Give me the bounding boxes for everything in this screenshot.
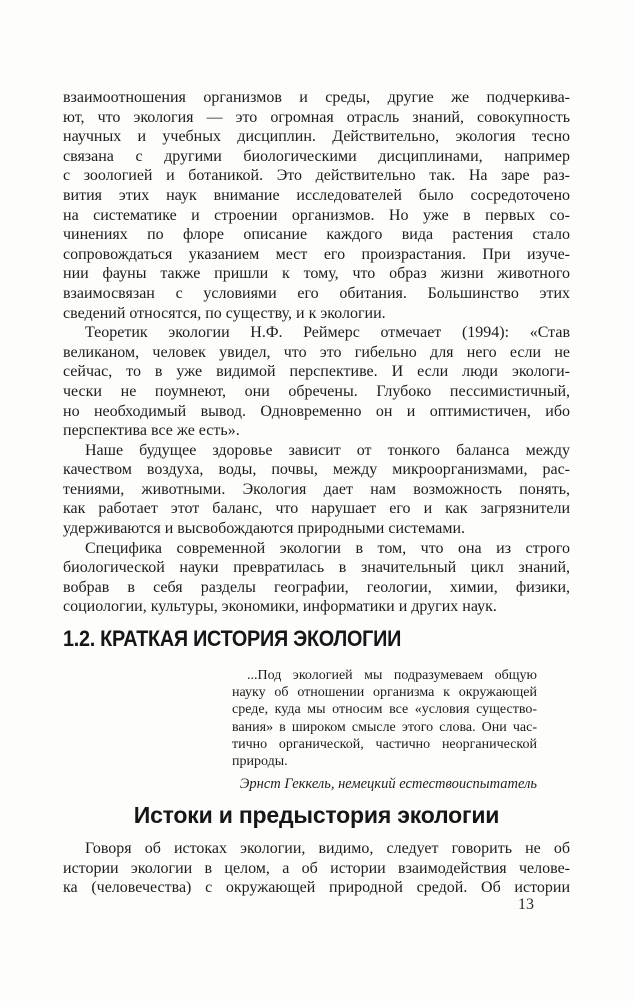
text-line: чески не поумнеют, они обречены. Глубоко пессимистичный, [63,382,570,400]
epigraph-attribution: Эрнст Геккель, немецкий естествоиспытатель [239,776,537,793]
text-line: качеством воздуха, воды, почвы, между микроорганизмами, рас- [63,461,570,479]
text-line: науку об отношении организма к окружающей [232,685,537,701]
subsection-heading: Истоки и предыстория экологии [133,802,500,829]
text-line: сейчас, то в уже видимой перспективе. И если люди экологи- [63,363,570,381]
epigraph-quote [232,667,537,770]
text-line: нии фауны также пришли к тому, что образ жизни животного [63,265,570,283]
text-line: вания» в широком смысле этого слова. Они час- [232,719,537,735]
text-line: вобрав в себя разделы географии, геологии, химии, физики, [63,578,570,596]
text-line: как работает этот баланс, что нарушает его и как загрязнители [63,500,570,518]
text-line: тениями, животными. Экология дает нам возможность понять, [63,480,570,498]
text-line: с зоологией и ботаникой. Это действительно так. На заре раз- [63,167,570,185]
page-number: 13 [518,896,534,913]
text-line: биологической науки превратилась в значительный цикл знаний, [63,559,570,577]
text-line: великаном, человек увидел, что это гибельно для него если не [63,343,570,361]
text-line: ют, что экология — это огромная отрасль знаний, совокупность [63,108,570,126]
text-line: природы. [232,753,288,769]
text-line: перспектива все же есть». [63,422,240,440]
section-heading: 1.2. КРАТКАЯ ИСТОРИЯ ЭКОЛОГИИ [63,626,402,652]
text-line: Специфика современной экологии в том, что она из строго [85,539,570,557]
text-line: истории экологии в целом, а об истории взаимодействия челове- [63,859,570,877]
text-line: чинениях по флоре описание каждого вида растения стало [63,226,570,244]
text-line: тично органической, частично неорганической [232,736,537,752]
text-line: сведений относятся, по существу, и к экологии. [63,304,386,322]
text-line: ка (человечества) с окружающей природной средой. Об истории [63,879,570,897]
text-line: вития этих наук внимание исследователей было сосредоточено [63,186,570,204]
body-paragraphs-top [63,88,570,617]
page-content [63,88,570,898]
text-line: удерживаются и высвобождаются природными системами. [63,520,465,538]
text-line: сопровождаться указанием мест его произрастания. При изуче- [63,245,570,263]
text-line: ...Под экологией мы подразумеваем общую [247,668,537,684]
text-line: Наше будущее здоровье зависит от тонкого баланса между [85,441,570,459]
text-line: но необходимый вывод. Одновременно он и оптимистичен, ибо [63,402,570,420]
text-line: Говоря об истоках экологии, видимо, следует говорить не об [85,840,570,858]
text-line: на систематике и строении организмов. Но уже в первых со- [63,206,570,224]
text-line: Теоретик экологии Н.Ф. Реймерс отмечает (1994): «Став [85,324,570,342]
text-line: социологии, культуры, экономики, информатики и других наук. [63,598,497,616]
text-line: научных и учебных дисциплин. Действительно, экология тесно [63,128,570,146]
text-line: среде, куда мы относим все «условия существо- [232,702,537,718]
text-line: взаимоотношения организмов и среды, другие же подчеркива- [63,89,570,106]
body-paragraphs-bottom [63,839,570,898]
text-line: связана с другими биологическими дисциплинами, например [63,147,570,165]
text-line: взаимосвязан с условиями его обитания. Большинство этих [63,284,570,302]
